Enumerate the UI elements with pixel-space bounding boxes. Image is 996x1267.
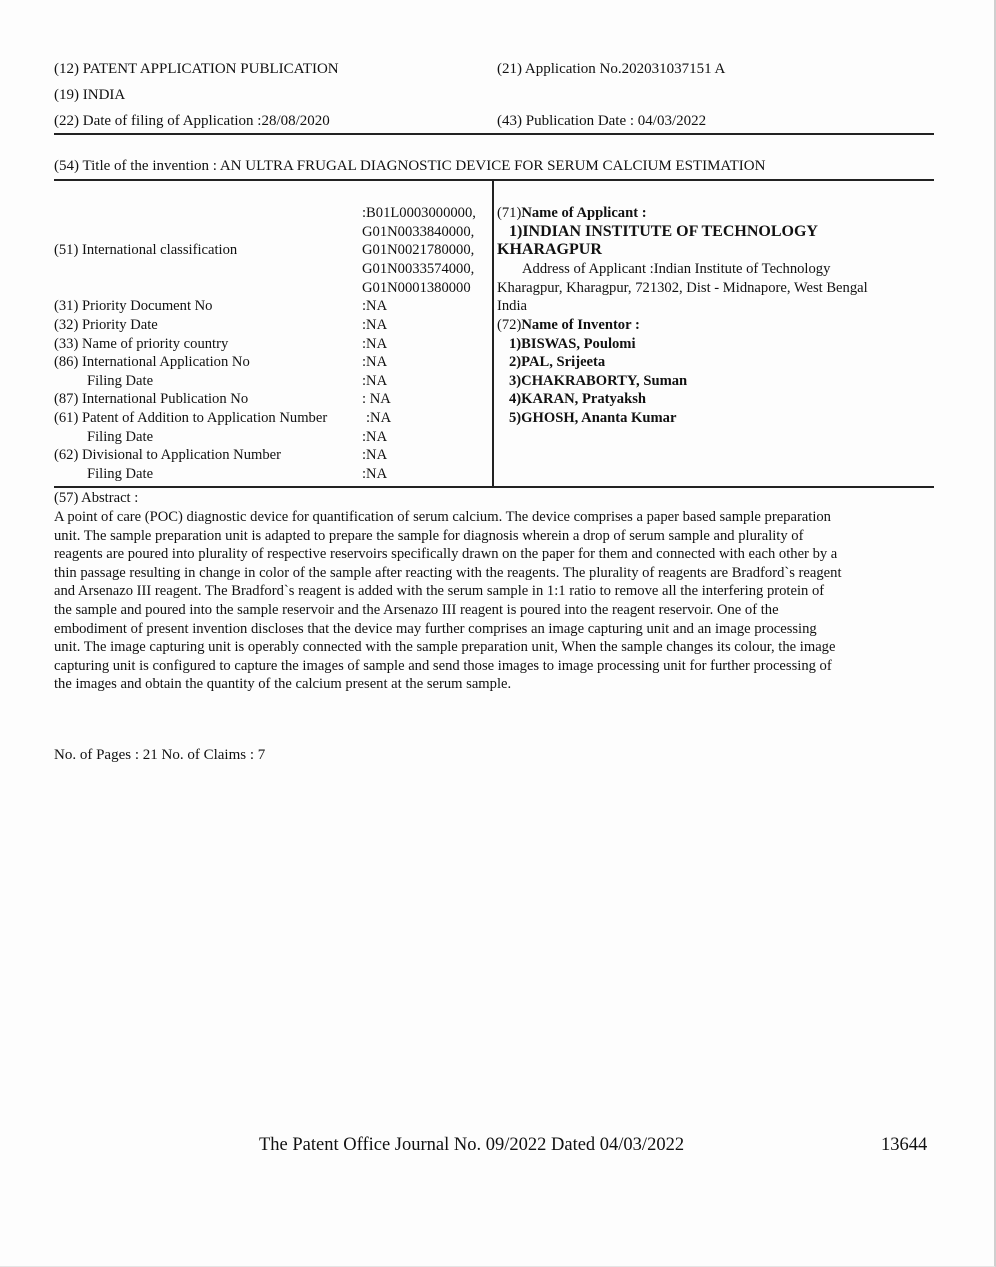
- field-label: (86) International Application No: [54, 354, 250, 370]
- field-value: :NA: [362, 429, 388, 445]
- applicant-heading-prefix: (71): [497, 205, 522, 221]
- journal-reference: The Patent Office Journal No. 09/2022 Dated 04/03/2022: [259, 1135, 685, 1155]
- field-label: (61) Patent of Addition to Application Number: [54, 410, 328, 426]
- inventor-name: 3)CHAKRABORTY, Suman: [509, 373, 688, 389]
- field-value: :NA: [362, 447, 388, 463]
- abstract-line: embodiment of present invention discloses that the device may further comprises an image capturing unit and an image processing: [54, 620, 817, 637]
- classification-code: G01N0033840000,: [362, 224, 475, 240]
- page-number: 13644: [881, 1135, 928, 1155]
- applicant-name: 1)INDIAN INSTITUTE OF TECHNOLOGY: [509, 223, 818, 240]
- field-value: :NA: [362, 336, 388, 352]
- field-label: (33) Name of priority country: [54, 336, 229, 352]
- abstract-line: the images and obtain the quantity of the calcium present at the serum sample.: [54, 676, 512, 693]
- header-divider: [54, 133, 934, 135]
- abstract-line: unit. The image capturing unit is operably connected with the sample preparation unit, When the sample changes its colour, the image: [54, 639, 836, 656]
- inventor-name: 2)PAL, Srijeeta: [509, 354, 606, 370]
- inventor-name: 4)KARAN, Pratyaksh: [509, 391, 647, 407]
- applicant-address: India: [497, 298, 527, 314]
- publication-type: (12) PATENT APPLICATION PUBLICATION: [54, 61, 339, 77]
- country: (19) INDIA: [54, 87, 126, 103]
- classification-label: (51) International classification: [54, 242, 238, 258]
- filing-date: (22) Date of filing of Application :28/08/2020: [54, 113, 330, 129]
- field-value: :NA: [366, 410, 392, 426]
- field-value: :NA: [362, 317, 388, 333]
- applicant-address: Kharagpur, Kharagpur, 721302, Dist - Midnapore, West Bengal: [497, 280, 868, 296]
- applicant-heading-label: Name of Applicant :: [521, 205, 647, 221]
- abstract-text: [54, 508, 934, 694]
- field-label: (62) Divisional to Application Number: [54, 447, 281, 463]
- field-value: : NA: [362, 391, 391, 407]
- abstract-line: thin passage resulting in change in color of the sample after reacting with the reagents. The plurality of reagents are Bradford`s reagent: [54, 564, 842, 581]
- abstract-divider: [54, 486, 934, 488]
- inventor-heading: [497, 316, 640, 335]
- abstract-line: A point of care (POC) diagnostic device for quantification of serum calcium. The device comprises a paper based sample preparation: [54, 509, 831, 525]
- applicant-address: Address of Applicant :Indian Institute of Technology: [522, 261, 831, 277]
- abstract-line: reagents are poured into plurality of respective reservoirs specifically drawn on the paper for them and connected with each other by a: [54, 546, 838, 563]
- application-number: (21) Application No.202031037151 A: [497, 61, 726, 77]
- field-label: Filing Date: [87, 373, 154, 389]
- inventor-name: 1)BISWAS, Poulomi: [509, 336, 636, 352]
- abstract-line: and Arsenazo III reagent. The Bradford`s reagent is added with the serum sample in 1:1 ratio to remove all the interfering protein of: [54, 583, 825, 600]
- classification-code: :B01L0003000000,: [362, 205, 476, 221]
- field-value: :NA: [362, 373, 388, 389]
- pages-and-claims: No. of Pages : 21 No. of Claims : 7: [54, 747, 266, 763]
- field-label: (87) International Publication No: [54, 391, 249, 407]
- invention-title: (54) Title of the invention : AN ULTRA FRUGAL DIAGNOSTIC DEVICE FOR SERUM CALCIUM ESTIMATION: [54, 158, 766, 174]
- field-label: Filing Date: [87, 429, 154, 445]
- column-divider: [492, 180, 494, 488]
- abstract-line: capturing unit is configured to capture the images of sample and send those images to image processing unit for further processing of: [54, 657, 832, 674]
- field-value: :NA: [362, 466, 388, 482]
- field-label: Filing Date: [87, 466, 154, 482]
- abstract-line: unit. The sample preparation unit is adapted to prepare the sample for diagnosis wherein a drop of serum sample and plurality of: [54, 527, 804, 544]
- inventor-heading-label: Name of Inventor :: [521, 317, 640, 333]
- applicant-name-continued: KHARAGPUR: [497, 241, 602, 258]
- field-label: (32) Priority Date: [54, 317, 158, 333]
- inventor-heading-prefix: (72): [497, 317, 522, 333]
- field-value: :NA: [362, 298, 388, 314]
- abstract-heading: (57) Abstract :: [54, 490, 139, 506]
- field-value: :NA: [362, 354, 388, 370]
- field-label: (31) Priority Document No: [54, 298, 213, 314]
- publication-date: (43) Publication Date : 04/03/2022: [497, 113, 707, 129]
- title-divider: [54, 179, 934, 181]
- classification-code: G01N0021780000,: [362, 242, 475, 258]
- abstract-line: the sample and poured into the sample reservoir and the Arsenazo III reagent is poured into the reagent reservoir. One of the: [54, 601, 779, 618]
- classification-code: G01N0033574000,: [362, 261, 475, 277]
- applicant-heading: [497, 204, 647, 223]
- inventor-name: 5)GHOSH, Ananta Kumar: [509, 410, 677, 426]
- classification-code: G01N0001380000: [362, 280, 471, 296]
